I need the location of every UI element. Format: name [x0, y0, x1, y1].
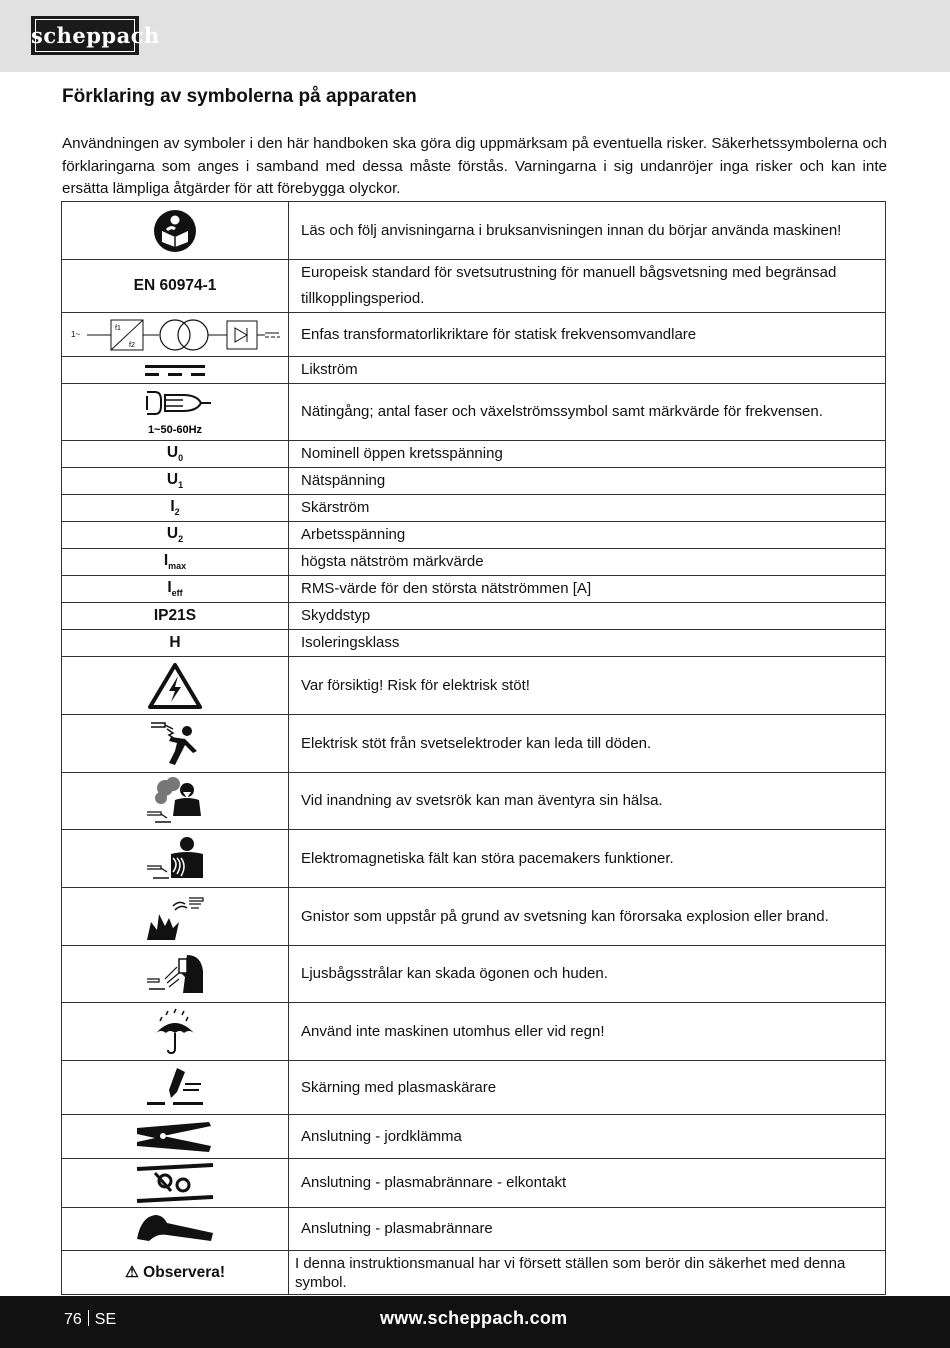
symbol-description: Likström: [289, 357, 886, 384]
table-row: [62, 1003, 886, 1061]
table-row: [62, 888, 886, 946]
torch-electric-contact-icon: [133, 1161, 217, 1205]
table-row: [62, 1159, 886, 1208]
symbol-code: $I_2$: [62, 495, 289, 522]
symbol-description: Europeisk standard för svetsutrustning för manuell bågsvetsning med begränsad tillkopplingsperiod.: [289, 260, 886, 313]
symbol-cell: [62, 313, 289, 357]
table-row: [62, 313, 886, 357]
symbol-cell: [62, 1159, 289, 1208]
symbol-cell: [62, 715, 289, 773]
transformer-rectifier-icon: [69, 317, 281, 353]
freq-label-2: f2: [129, 341, 135, 349]
symbol-description: Anslutning - plasmabrännare: [289, 1208, 886, 1251]
welding-fumes-icon: [143, 776, 207, 826]
symbol-description: I denna instruktionsmanual har vi försett ställen som berör din säkerhet med denna symbol.: [289, 1251, 886, 1295]
symbol-description: Nominell öppen kretsspänning: [289, 441, 886, 468]
symbol-description: Ljusbågsstrålar kan skada ögonen och huden.: [289, 946, 886, 1003]
page-header: [0, 0, 950, 72]
symbol-description: Använd inte maskinen utomhus eller vid regn!: [289, 1003, 886, 1061]
table-row: [62, 441, 886, 468]
freq-label-1: f1: [115, 324, 121, 332]
symbol-description: Elektromagnetiska fält kan störa pacemakers funktioner.: [289, 830, 886, 888]
mains-frequency-label: 1~50-60Hz: [147, 424, 203, 436]
symbol-description: Nätspänning: [289, 468, 886, 495]
symbol-description: Skyddstyp: [289, 603, 886, 630]
direct-current-icon: [143, 360, 207, 380]
mains-plug-icon: [135, 386, 215, 438]
symbol-code: IP21S: [62, 603, 289, 630]
table-row: [62, 1115, 886, 1159]
symbol-cell: [62, 657, 289, 715]
symbol-description: Vid inandning av svetsrök kan man äventyra sin hälsa.: [289, 773, 886, 830]
table-row: [62, 522, 886, 549]
table-row: [62, 1251, 886, 1295]
electric-hazard-icon: [147, 662, 203, 710]
page-number: [64, 1310, 116, 1329]
symbol-cell: [62, 1115, 289, 1159]
table-row: [62, 630, 886, 657]
symbol-description: Anslutning - plasmabrännare - elkontakt: [289, 1159, 886, 1208]
symbol-cell: [62, 888, 289, 946]
page-title: Förklaring av symbolerna på apparaten: [62, 86, 417, 107]
symbol-code: H: [62, 630, 289, 657]
table-row: [62, 1208, 886, 1251]
symbol-cell: [62, 773, 289, 830]
table-row: [62, 830, 886, 888]
symbol-cell: [62, 1061, 289, 1115]
table-row: [62, 549, 886, 576]
symbol-code: $U_2$: [62, 522, 289, 549]
symbol-description: RMS-värde för den största nätströmmen [A]: [289, 576, 886, 603]
symbol-description: högsta nätström märkvärde: [289, 549, 886, 576]
symbol-table: [61, 201, 886, 1295]
symbol-cell: [62, 830, 289, 888]
symbol-code: $U_1$: [62, 468, 289, 495]
symbol-cell: [62, 946, 289, 1003]
symbol-description: Nätingång; antal faser och växelströmssymbol samt märkvärde för frekvensen.: [289, 384, 886, 441]
symbol-description: Isoleringsklass: [289, 630, 886, 657]
table-row: [62, 357, 886, 384]
plasma-torch-icon: [133, 1211, 217, 1247]
observera-label: ⚠ Observera!: [62, 1251, 289, 1295]
table-row: [62, 657, 886, 715]
rain-umbrella-icon: [150, 1007, 200, 1057]
symbol-description: Arbetsspänning: [289, 522, 886, 549]
symbol-cell: [62, 384, 289, 441]
symbol-description: Skärning med plasmaskärare: [289, 1061, 886, 1115]
electric-shock-icon: [147, 719, 203, 769]
table-row: [62, 773, 886, 830]
table-row: [62, 468, 886, 495]
arc-rays-icon: [143, 949, 207, 999]
table-row: [62, 495, 886, 522]
table-row: [62, 715, 886, 773]
explosion-icon: [143, 892, 207, 942]
plasma-cutting-icon: [143, 1064, 207, 1112]
symbol-description: Anslutning - jordklämma: [289, 1115, 886, 1159]
divider: [88, 1310, 89, 1326]
table-row: [62, 576, 886, 603]
intro-paragraph: Användningen av symboler i den här handboken ska göra dig uppmärksam på eventuella risker. Säkerhetssymbolerna och förklaringarna som anges i samband med dessa måste förstås. Varningarna i sig undanröjer inga risker och kan inte ersätta lämpliga åtgärder för att förebygga olyckor.: [62, 135, 887, 197]
symbol-description: Var försiktig! Risk för elektrisk stöt!: [289, 657, 886, 715]
page-footer: [0, 1296, 950, 1348]
read-manual-icon: [153, 209, 197, 253]
table-row: [62, 603, 886, 630]
ground-clamp-icon: [133, 1118, 217, 1156]
symbol-description: Skärström: [289, 495, 886, 522]
symbol-description: Gnistor som uppstår på grund av svetsning kan förorsaka explosion eller brand.: [289, 888, 886, 946]
scheppach-logo: scheppach: [31, 16, 139, 55]
table-row: [62, 1061, 886, 1115]
symbol-code: $U_0$: [62, 441, 289, 468]
symbol-description: Enfas transformatorlikriktare för statisk frekvensomvandlare: [289, 313, 886, 357]
symbol-code: EN 60974-1: [62, 260, 289, 313]
symbol-description: Läs och följ anvisningarna i bruksanvisningen innan du börjar använda maskinen!: [289, 202, 886, 260]
pacemaker-icon: [143, 834, 207, 884]
table-row: [62, 202, 886, 260]
symbol-cell: [62, 1003, 289, 1061]
website-link[interactable]: www.scheppach.com: [380, 1308, 568, 1328]
table-row: [62, 260, 886, 313]
symbol-cell: [62, 202, 289, 260]
table-row: [62, 946, 886, 1003]
symbol-code: $I_{max}$: [62, 549, 289, 576]
phase-label: 1~: [71, 329, 81, 339]
symbol-code: $I_{eff}$: [62, 576, 289, 603]
symbol-description: Elektrisk stöt från svetselektroder kan leda till döden.: [289, 715, 886, 773]
language-code: SE: [94, 1311, 117, 1328]
symbol-cell: [62, 1208, 289, 1251]
page-number-value: 76: [64, 1311, 82, 1328]
symbol-cell: [62, 357, 289, 384]
table-row: [62, 384, 886, 441]
